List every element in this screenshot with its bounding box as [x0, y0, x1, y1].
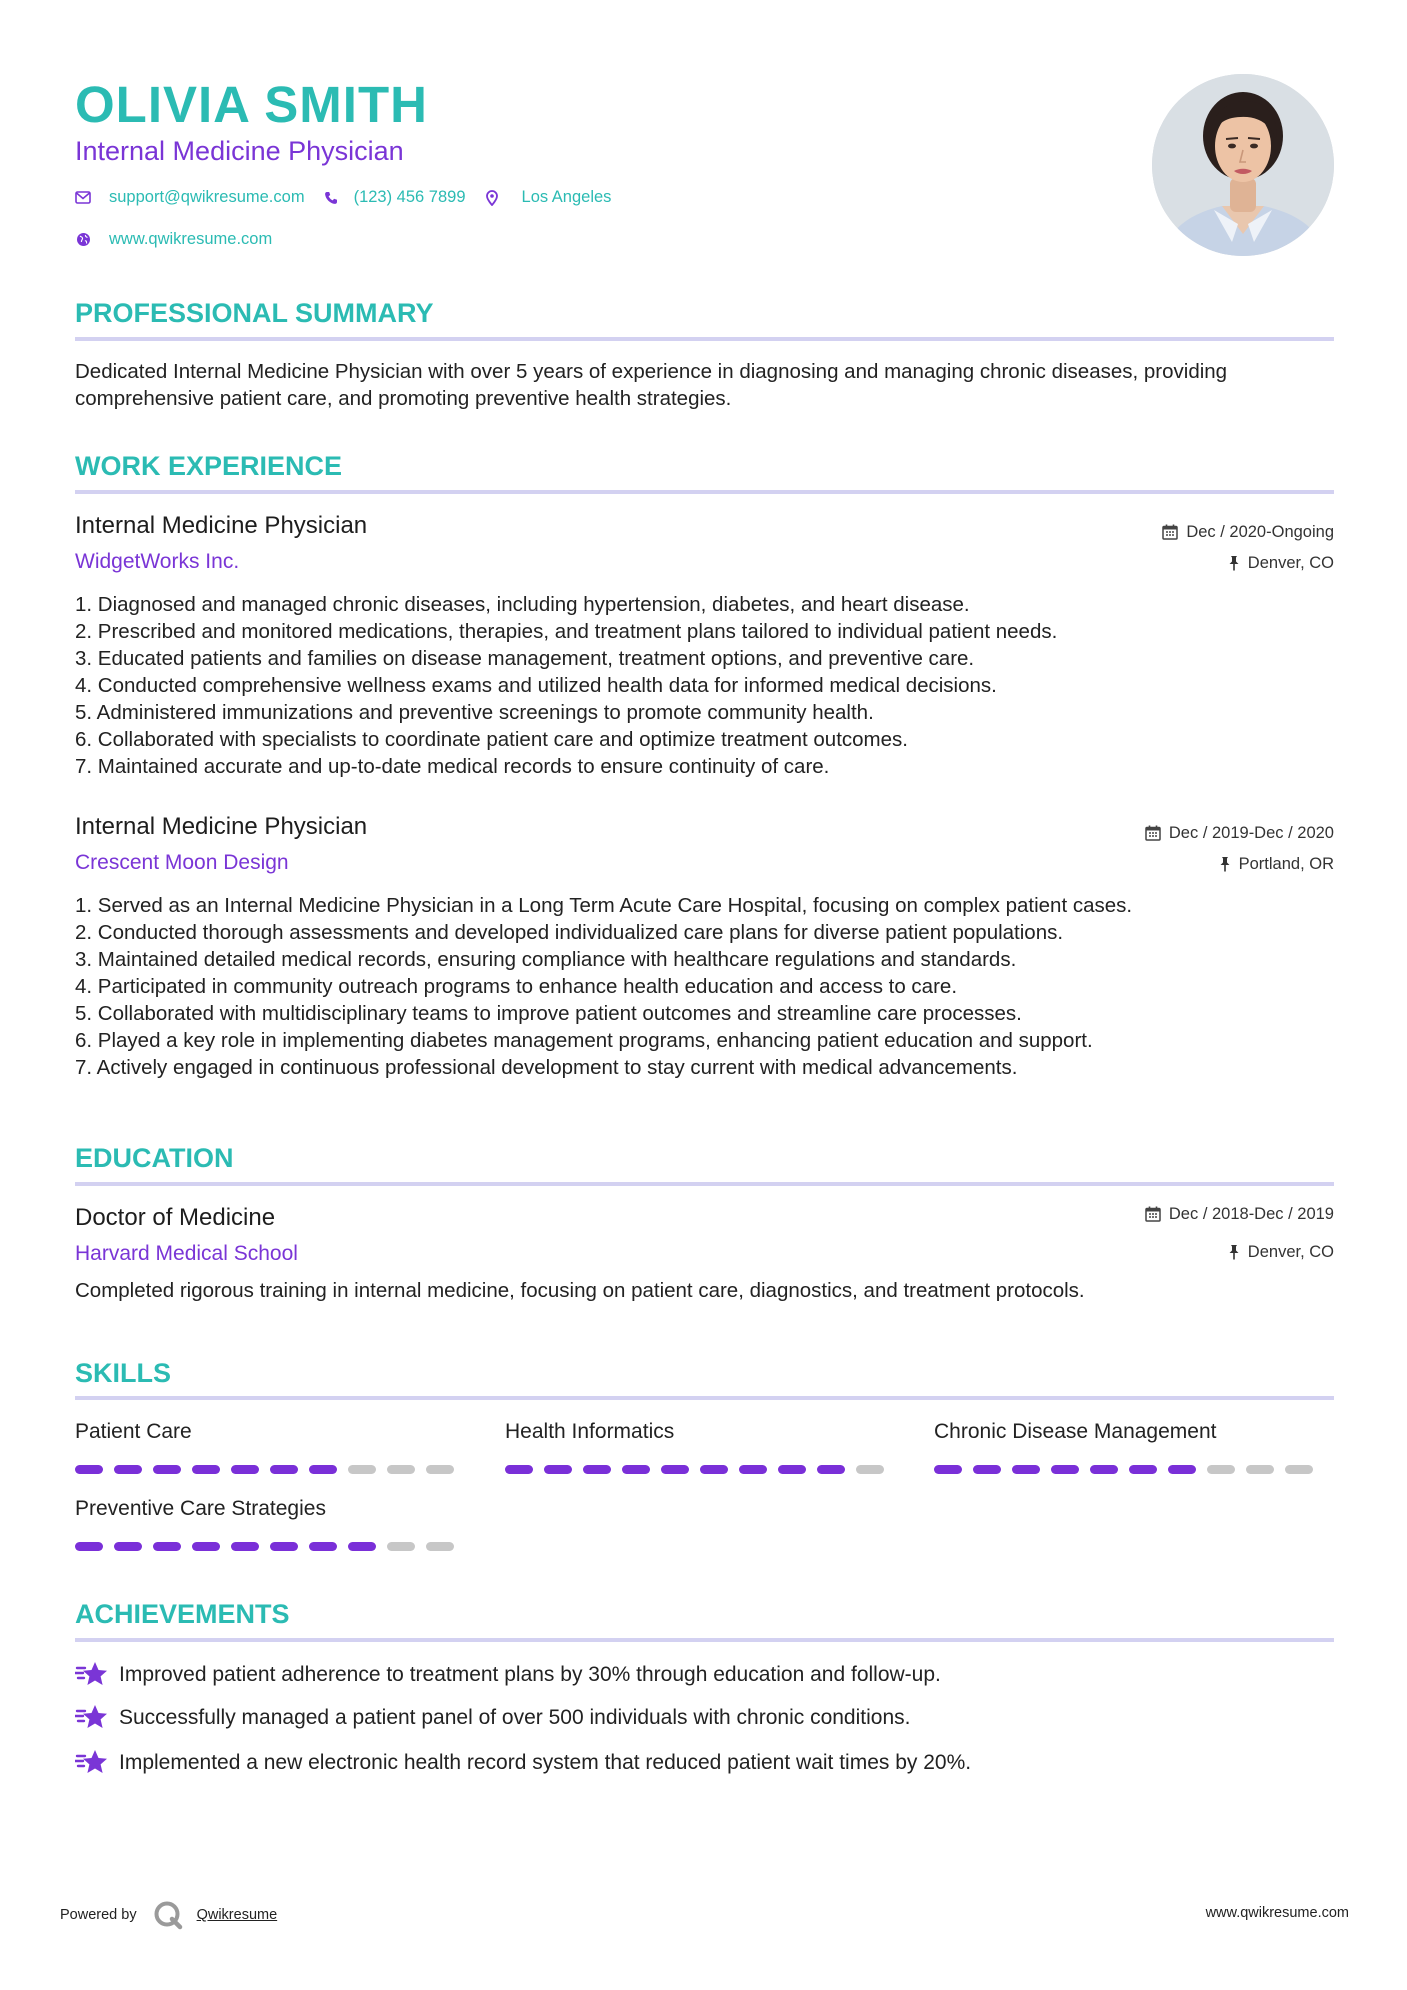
skill-level-segment-filled [817, 1465, 845, 1474]
skill-level-segment-filled [309, 1465, 337, 1474]
summary-text: Dedicated Internal Medicine Physician with over 5 years of experience in diagnosing and managing chronic diseases, providing comprehensive patient care, and promoting preventive health strategies. [75, 360, 1228, 410]
skill-meter [505, 1465, 895, 1474]
list-item: 7. Actively engaged in continuous professional development to stay current with medical advancements. [75, 1056, 1018, 1079]
skill-level-segment-filled [934, 1465, 962, 1474]
skill-level-segment-filled [1129, 1465, 1157, 1474]
skill-level-segment-filled [1012, 1465, 1040, 1474]
website-text: www.qwikresume.com [109, 230, 273, 248]
job-1-duties [75, 591, 1335, 780]
powered-by-label: Powered by [60, 1907, 137, 1923]
list-item: 7. Maintained accurate and up-to-date medical records to ensure continuity of care. [75, 755, 830, 778]
skill-level-segment-filled [231, 1542, 259, 1551]
job-1-location [1228, 552, 1334, 574]
skill-level-segment-filled [192, 1542, 220, 1551]
skill-level-segment-filled [309, 1542, 337, 1551]
education-location [1228, 1241, 1334, 1263]
achievement-item [75, 1748, 971, 1778]
contact-email[interactable] [75, 188, 305, 207]
job-2-company: Crescent Moon Design [75, 851, 289, 874]
education-date [1145, 1203, 1334, 1225]
phone-text: (123) 456 7899 [353, 188, 466, 206]
list-item: 1. Diagnosed and managed chronic diseases, including hypertension, diabetes, and heart disease. [75, 593, 970, 616]
skill-level-segment-filled [739, 1465, 767, 1474]
job-2-date-text: Dec / 2019-Dec / 2020 [1168, 824, 1334, 842]
education-text: Completed rigorous training in internal medicine, focusing on patient care, diagnostics, and treatment protocols. [75, 1279, 1085, 1302]
achievement-text: Successfully managed a patient panel of over 500 individuals with chronic conditions. [119, 1706, 911, 1729]
qwikresume-link[interactable]: Qwikresume [196, 1907, 278, 1923]
achievement-text: Implemented a new electronic health record system that reduced patient wait times by 20%. [119, 1751, 972, 1774]
list-item: 4. Conducted comprehensive wellness exams and utilized health data for informed medical decisions. [75, 674, 997, 697]
skill-level-segment-filled [1051, 1465, 1079, 1474]
list-item: 2. Conducted thorough assessments and developed individualized care plans for diverse patient populations. [75, 921, 1064, 944]
achievements-divider [75, 1638, 1334, 1642]
skill-level-segment-filled [661, 1465, 689, 1474]
education-heading: EDUCATION [75, 1143, 234, 1173]
achievements-heading: ACHIEVEMENTS [75, 1599, 290, 1629]
skill-level-segment-filled [1090, 1465, 1118, 1474]
job-2-location-text: Portland, OR [1238, 855, 1334, 873]
achievement-text: Improved patient adherence to treatment plans by 30% through education and follow-up. [119, 1663, 941, 1686]
education-school: Harvard Medical School [75, 1242, 298, 1265]
skill-level-segment-filled [75, 1542, 103, 1551]
contact-row-primary [75, 188, 629, 207]
star-icon [75, 1748, 109, 1778]
education-date-text: Dec / 2018-Dec / 2019 [1168, 1205, 1334, 1223]
qwikresume-logo-icon [153, 1900, 183, 1930]
skill-name: Chronic Disease Management [934, 1420, 1217, 1443]
calendar-icon [1145, 1206, 1161, 1222]
footer-website[interactable]: www.qwikresume.com [1205, 1905, 1349, 1921]
skills-divider [75, 1396, 1334, 1400]
job-1-location-text: Denver, CO [1247, 554, 1334, 572]
candidate-role: Internal Medicine Physician [75, 136, 404, 166]
skill-level-segment-empty [1285, 1465, 1313, 1474]
skill-level-segment-filled [270, 1465, 298, 1474]
list-item: 4. Participated in community outreach programs to enhance health education and access to care. [75, 975, 958, 998]
achievement-item [75, 1660, 941, 1690]
skill-level-segment-filled [505, 1465, 533, 1474]
skill-level-segment-filled [231, 1465, 259, 1474]
skill-level-segment-filled [622, 1465, 650, 1474]
experience-heading: WORK EXPERIENCE [75, 451, 343, 481]
job-2-date [1145, 822, 1334, 844]
calendar-icon [1145, 825, 1161, 841]
job-1-title: Internal Medicine Physician [75, 512, 368, 539]
skill-level-segment-empty [426, 1465, 454, 1474]
pushpin-icon [1219, 856, 1231, 872]
calendar-icon [1162, 524, 1178, 540]
summary-heading: PROFESSIONAL SUMMARY [75, 298, 434, 328]
education-degree: Doctor of Medicine [75, 1204, 276, 1231]
skill-level-segment-filled [348, 1542, 376, 1551]
skill-level-segment-empty [387, 1542, 415, 1551]
skill-level-segment-filled [1168, 1465, 1196, 1474]
pushpin-icon [1228, 1244, 1240, 1260]
education-divider [75, 1182, 1334, 1186]
list-item: 3. Maintained detailed medical records, ensuring compliance with healthcare regulations and standards. [75, 948, 1017, 971]
skill-level-segment-empty [856, 1465, 884, 1474]
candidate-name: OLIVIA SMITH [75, 76, 428, 133]
list-item: 6. Collaborated with specialists to coordinate patient care and optimize treatment outcomes. [75, 728, 908, 751]
job-1-date-text: Dec / 2020-Ongoing [1186, 523, 1334, 541]
skill-name: Preventive Care Strategies [75, 1497, 326, 1520]
skill-level-segment-empty [1207, 1465, 1235, 1474]
globe-icon [75, 232, 91, 248]
skill-level-segment-empty [426, 1542, 454, 1551]
skill-level-segment-filled [192, 1465, 220, 1474]
experience-divider [75, 490, 1334, 494]
location-text: Los Angeles [521, 188, 612, 206]
map-pin-icon [484, 190, 500, 206]
pushpin-icon [1228, 555, 1240, 571]
skill-level-segment-filled [75, 1465, 103, 1474]
skill-name: Patient Care [75, 1420, 192, 1443]
skill-level-segment-filled [778, 1465, 806, 1474]
skill-level-segment-filled [114, 1465, 142, 1474]
job-2-location [1219, 853, 1334, 875]
contact-website[interactable] [75, 230, 272, 249]
job-1-company: WidgetWorks Inc. [75, 550, 240, 573]
job-2-duties [75, 892, 1335, 1081]
list-item: 6. Played a key role in implementing diabetes management programs, enhancing patient education and support. [75, 1029, 1093, 1052]
skill-level-segment-filled [583, 1465, 611, 1474]
envelope-icon [75, 190, 91, 206]
skill-name: Health Informatics [505, 1420, 675, 1443]
skill-meter [75, 1465, 465, 1474]
skill-level-segment-empty [387, 1465, 415, 1474]
star-icon [75, 1660, 109, 1690]
skill-meter [75, 1542, 465, 1551]
email-text: support@qwikresume.com [109, 188, 305, 206]
skill-level-segment-filled [114, 1542, 142, 1551]
achievement-item [75, 1703, 910, 1733]
phone-icon [323, 190, 339, 206]
skill-level-segment-filled [973, 1465, 1001, 1474]
education-location-text: Denver, CO [1247, 1243, 1334, 1261]
skill-level-segment-empty [1246, 1465, 1274, 1474]
skill-level-segment-filled [700, 1465, 728, 1474]
contact-row-secondary [75, 230, 290, 249]
skill-patient-care [75, 1418, 465, 1474]
skill-level-segment-filled [153, 1542, 181, 1551]
star-icon [75, 1703, 109, 1733]
skill-meter [934, 1465, 1324, 1474]
list-item: 5. Administered immunizations and preventive screenings to promote community health. [75, 701, 874, 724]
list-item: 5. Collaborated with multidisciplinary teams to improve patient outcomes and streamline care processes. [75, 1002, 1022, 1025]
job-1-date [1162, 521, 1334, 543]
skill-level-segment-filled [544, 1465, 572, 1474]
summary-divider [75, 337, 1334, 341]
job-2-title: Internal Medicine Physician [75, 813, 368, 840]
list-item: 3. Educated patients and families on disease management, treatment options, and preventive care. [75, 647, 975, 670]
skill-level-segment-empty [348, 1465, 376, 1474]
skill-level-segment-filled [270, 1542, 298, 1551]
skill-level-segment-filled [153, 1465, 181, 1474]
contact-phone[interactable] [323, 188, 466, 207]
list-item: 2. Prescribed and monitored medications, therapies, and treatment plans tailored to individual patient needs. [75, 620, 1058, 643]
skill-health-informatics [505, 1418, 895, 1474]
skill-preventive-care [75, 1495, 465, 1551]
skills-heading: SKILLS [75, 1358, 172, 1388]
profile-photo [1152, 74, 1334, 256]
footer-powered-by [60, 1900, 277, 1930]
contact-location [484, 188, 612, 207]
list-item: 1. Served as an Internal Medicine Physician in a Long Term Acute Care Hospital, focusing on complex patient cases. [75, 894, 1133, 917]
skill-chronic-disease-management [934, 1418, 1324, 1474]
